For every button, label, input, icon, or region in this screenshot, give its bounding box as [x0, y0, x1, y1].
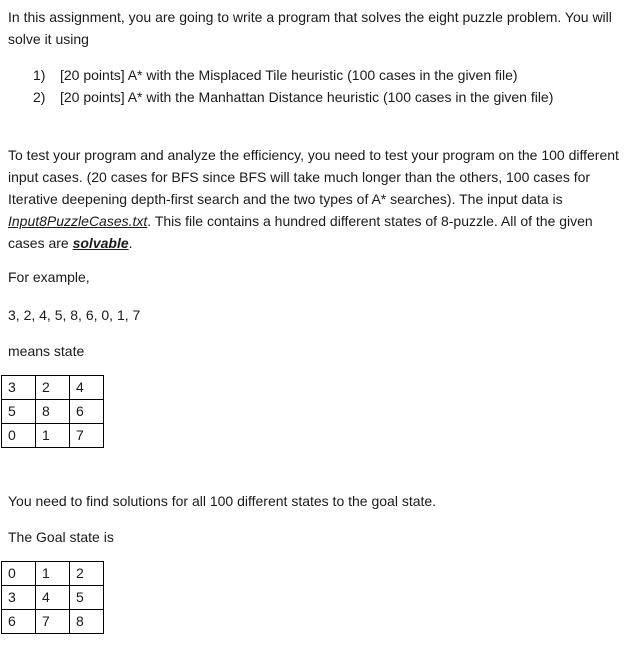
input-file-link[interactable]: Input8PuzzleCases.txt [8, 213, 148, 229]
means-state-label: means state [8, 343, 85, 359]
testing-text-start: To test your program and analyze the efficiency, you need to test your program on the 100 different input cases. (20 cases for BFS since BFS will take much longer than the others, 100 cases for Iterative deepening depth-first search and the two types of A* searches). The input data is [8, 147, 619, 207]
grid-cell: 3 [2, 376, 36, 400]
grid-cell: 7 [70, 424, 104, 448]
solutions-instruction: You need to find solutions for all 100 different states to the goal state. [8, 493, 437, 509]
task-text: [20 points] A* with the Misplaced Tile heuristic (100 cases in the given file) [60, 67, 518, 83]
task-item [33, 86, 623, 108]
grid-cell: 4 [36, 586, 70, 610]
testing-text-middle: . This file contains a hundred different states of 8-puzzle. All of the given cases are [8, 213, 593, 251]
goal-state-label: The Goal state is [8, 529, 114, 545]
grid-cell: 6 [2, 610, 36, 634]
grid-cell: 4 [70, 376, 104, 400]
grid-cell: 2 [70, 562, 104, 586]
grid-row [2, 424, 104, 448]
task-number: 2) [33, 89, 46, 105]
grid-row [2, 610, 104, 634]
grid-cell: 0 [2, 424, 36, 448]
grid-cell: 8 [70, 610, 104, 634]
task-number: 1) [33, 67, 46, 83]
grid-cell: 0 [2, 562, 36, 586]
grid-cell: 6 [70, 400, 104, 424]
grid-cell: 1 [36, 424, 70, 448]
grid-cell: 8 [36, 400, 70, 424]
testing-text-end: . [128, 235, 133, 251]
grid-cell: 5 [2, 400, 36, 424]
grid-row [2, 376, 104, 400]
grid-row [2, 562, 104, 586]
intro-paragraph: In this assignment, you are going to write a program that solves the eight puzzle problem. You will solve it using [8, 9, 612, 47]
grid-cell: 3 [2, 586, 36, 610]
task-text: [20 points] A* with the Manhattan Distance heuristic (100 cases in the given file) [60, 89, 554, 105]
grid-row [2, 400, 104, 424]
testing-paragraph [8, 144, 620, 254]
solvable-link[interactable]: solvable [72, 235, 129, 251]
goal-state-grid [1, 561, 104, 634]
grid-cell: 2 [36, 376, 70, 400]
grid-cell: 5 [70, 586, 104, 610]
example-label: For example, [8, 269, 90, 285]
grid-row [2, 586, 104, 610]
start-state-grid [1, 375, 104, 448]
grid-cell: 1 [36, 562, 70, 586]
example-sequence: 3, 2, 4, 5, 8, 6, 0, 1, 7 [8, 307, 141, 323]
task-list [33, 64, 623, 108]
grid-cell: 7 [36, 610, 70, 634]
task-item [33, 64, 623, 86]
